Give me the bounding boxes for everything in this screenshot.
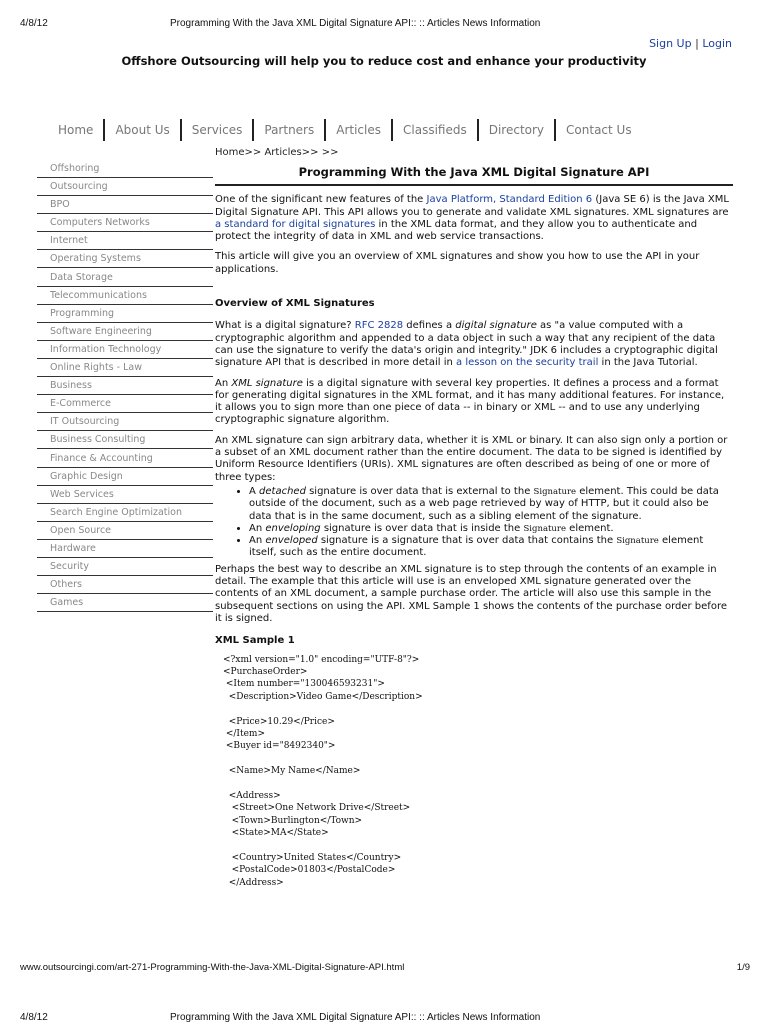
- sidebar-item-operating-systems[interactable]: Operating Systems: [37, 251, 213, 268]
- sidebar-item-telecommunications[interactable]: Telecommunications: [37, 288, 213, 305]
- sidebar-item-outsourcing[interactable]: Outsourcing: [37, 179, 213, 196]
- emphasis: detached: [259, 485, 306, 497]
- top-nav: [48, 119, 642, 141]
- sidebar-item-open-source[interactable]: Open Source: [37, 523, 213, 540]
- text: What is a digital signature?: [215, 320, 355, 332]
- sidebar-item-offshoring[interactable]: Offshoring: [37, 161, 213, 178]
- list-item: [249, 535, 733, 560]
- emphasis: enveloped: [265, 535, 318, 547]
- print-date: 4/8/12: [20, 18, 48, 29]
- java-se6-link[interactable]: Java Platform, Standard Edition 6: [426, 194, 593, 206]
- nav-contact-us[interactable]: Contact Us: [566, 123, 632, 137]
- title-rule: [215, 184, 733, 186]
- text: in the XML data format, and they allow you to authenticate and protect the integrity of data in XML and web service transactions.: [215, 218, 698, 243]
- text: An: [215, 377, 232, 389]
- paragraph-digital-signature: [215, 320, 733, 369]
- text: An: [249, 522, 266, 534]
- emphasis: digital signature: [455, 320, 537, 332]
- code-term: Signature: [523, 523, 566, 534]
- print-title-page2: Programming With the Java XML Digital Signature API:: :: Articles News Information: [170, 1012, 541, 1023]
- paragraph-overview-intro: This article will give you an overview of XML signatures and show you how to use the API in your applications.: [215, 251, 700, 275]
- sidebar-item-others[interactable]: Others: [37, 577, 213, 594]
- login-link[interactable]: Login: [702, 37, 732, 50]
- xml-sample-code: <?xml version="1.0" encoding="UTF-8"?> <PurchaseOrder> <Item number="130046593231"> <Description>Video Game</Description> <Price>10.29</Price> </Item> <Buyer id="8492340"> <Name>My Name</Name> <Address> <Street>One Network Drive</Street> <Town>Burlington</Town> <State>MA</State> <Country>United States</Country> <PostalCode>01803</PostalCode> </Address>: [223, 654, 423, 888]
- text: element itself, such as the entire document.: [249, 535, 704, 559]
- text: element.: [566, 522, 614, 534]
- text: in the Java Tutorial.: [598, 357, 698, 369]
- text: as "a value computed with a cryptographic algorithm and appended to a data object in such a way that any recipient of the data can use the signature to verify the data's origin and integrity." JDK 6 includes a cryptographic digital signature API that is described in more detail in: [215, 320, 718, 369]
- nav-articles[interactable]: Articles: [336, 123, 381, 137]
- sidebar-item-e-commerce[interactable]: E-Commerce: [37, 396, 213, 413]
- account-separator: |: [695, 37, 699, 50]
- sidebar-item-internet[interactable]: Internet: [37, 233, 213, 250]
- sidebar-item-business-consulting[interactable]: Business Consulting: [37, 432, 213, 449]
- list-item: [249, 486, 733, 523]
- nav-partners[interactable]: Partners: [264, 123, 315, 137]
- paragraph-sample-intro: Perhaps the best way to describe an XML signature is to step through the contents of an example in detail. The example that this article will use is an enveloped XML signature generated over the contents of an XML document, a sample purchase order. The article will also use this sample in the subsequent sections on using the API. XML Sample 1 shows the contents of the purchase order before it is signed.: [215, 563, 727, 624]
- sidebar-item-bpo[interactable]: BPO: [37, 197, 213, 214]
- text: signature is a signature that is over data that contains the: [317, 535, 617, 547]
- text: One of the significant new features of the: [215, 194, 427, 206]
- article-body: [215, 166, 733, 889]
- text: is a digital signature with several key properties. It defines a process and a format for generating digital signatures in the XML format, and it has many additional features. For instance, it allows you to sign more than one piece of data -- in binary or XML -- and to use any underlying cryptographic signature algorithm.: [215, 377, 725, 426]
- sidebar-item-games[interactable]: Games: [37, 595, 213, 612]
- heading-overview: Overview of XML Signatures: [215, 298, 375, 310]
- signup-link[interactable]: Sign Up: [649, 37, 692, 50]
- breadcrumb[interactable]: Home>> Articles>> >>: [215, 147, 339, 158]
- list-item: [249, 523, 733, 535]
- heading-xml-sample: XML Sample 1: [215, 635, 295, 647]
- text: signature is over data that is external to the: [305, 485, 534, 497]
- article-title: Programming With the Java XML Digital Signature API: [298, 165, 650, 179]
- sidebar-item-programming[interactable]: Programming: [37, 306, 213, 323]
- site-tagline: Offshore Outsourcing will help you to reduce cost and enhance your productivity: [121, 54, 647, 68]
- text: A: [249, 485, 260, 497]
- paragraph-signature-types: An XML signature can sign arbitrary data, whether it is XML or binary. It can also sign only a portion or a subset of an XML document rather than the entire document. The data to be signed is identified by Uniform Resource Identifiers (URIs). XML signatures are often described as being of one or more of three types:: [215, 434, 728, 483]
- nav-home[interactable]: Home: [58, 123, 94, 137]
- text: (Java SE 6) is the Java XML Digital Signature API. This API allows you to generate and validate XML signatures. XML signatures are: [215, 194, 729, 218]
- sidebar-item-finance-accounting[interactable]: Finance & Accounting: [37, 451, 213, 468]
- sidebar-item-business[interactable]: Business: [37, 378, 213, 395]
- sidebar-item-seo[interactable]: Search Engine Optimization: [37, 505, 213, 522]
- security-trail-link[interactable]: a lesson on the security trail: [456, 357, 599, 369]
- nav-classifieds[interactable]: Classifieds: [403, 123, 467, 137]
- nav-about-us[interactable]: About Us: [115, 123, 170, 137]
- sidebar-item-it-outsourcing[interactable]: IT Outsourcing: [37, 414, 213, 431]
- print-title: Programming With the Java XML Digital Signature API:: :: Articles News Information: [170, 18, 541, 29]
- footer-page-number: 1/9: [736, 962, 750, 973]
- sidebar-item-graphic-design[interactable]: Graphic Design: [37, 469, 213, 486]
- sidebar-item-security[interactable]: Security: [37, 559, 213, 576]
- paragraph-intro: [215, 194, 733, 243]
- sidebar-item-web-services[interactable]: Web Services: [37, 487, 213, 504]
- code-term: Signature: [533, 486, 577, 497]
- rfc-2828-link[interactable]: RFC 2828: [354, 320, 404, 332]
- emphasis: XML signature: [231, 377, 303, 389]
- sidebar-item-information-technology[interactable]: Information Technology: [37, 342, 213, 359]
- nav-directory[interactable]: Directory: [488, 123, 545, 137]
- paragraph-xml-signature: [215, 378, 733, 427]
- text: An: [249, 535, 266, 547]
- sidebar-item-hardware[interactable]: Hardware: [37, 541, 213, 558]
- sidebar-item-software-engineering[interactable]: Software Engineering: [37, 324, 213, 341]
- emphasis: enveloping: [265, 522, 321, 534]
- sidebar-item-online-rights-law[interactable]: Online Rights - Law: [37, 360, 213, 377]
- code-term: Signature: [616, 536, 659, 547]
- text: signature is over data that is inside the: [320, 522, 524, 534]
- text: element. This could be data outside of the document, such as a web page retrieved by way of HTTP, but it could also be data that is in the same document, such as a sibling element of the signature.: [249, 485, 719, 522]
- account-links: [649, 37, 732, 50]
- sidebar-item-data-storage[interactable]: Data Storage: [37, 270, 213, 287]
- footer-url: www.outsourcingi.com/art-271-Programming-With-the-Java-XML-Digital-Signature-API.html: [20, 962, 405, 973]
- sidebar-item-computers-networks[interactable]: Computers Networks: [37, 215, 213, 232]
- print-date-page2: 4/8/12: [20, 1012, 48, 1023]
- nav-services[interactable]: Services: [191, 123, 243, 137]
- text: defines a: [403, 320, 456, 332]
- signature-types-list: [215, 486, 733, 560]
- category-sidebar: [37, 161, 213, 613]
- xml-dsig-standard-link[interactable]: a standard for digital signatures: [215, 218, 376, 230]
